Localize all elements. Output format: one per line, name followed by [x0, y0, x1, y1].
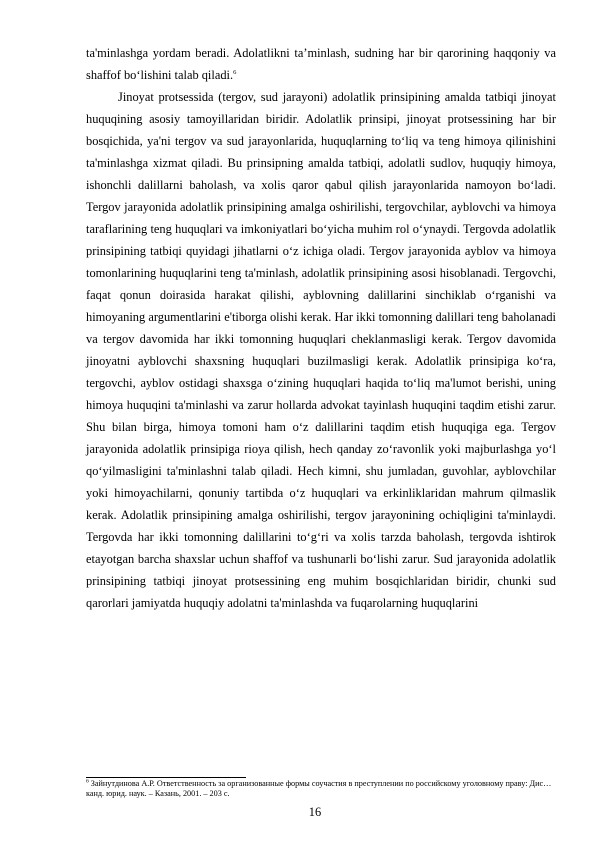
footnote-text: Зайнутдинова А.Р. Ответственность за организованные формы соучастия в преступлении по российскому уголовному праву: Дис… канд. юрид. наук. – Казань, 2001. – 203 с. — [86, 779, 552, 798]
paragraph-2-text: Jinoyat protsessida (tergov, sud jarayoni) adolatlik prinsipining amalda tatbiqi jinoyat huquqining asosiy tamoyillaridan biridir. Adolatlik prinsipi, jinoyat protsessining har bir bosqichida, ya'ni tergov va sud jarayonlarida, huquqlarning to‘liq va teng himoya qilinishini ta'minlashga xizmat qiladi. Bu prinsipning amalda tatbiqi, adolatli sudlov, huquqiy himoya, ishonchli dalillarni baholash, va xolis qaror qabul qilish jarayonlarida namoyon bo‘ladi. Tergov jarayonida adolatlik prinsipining amalga oshirilishi, tergovchilar, ayblovchi va himoya taraflarining teng huquqlari va imkoniyatlari bo‘yicha muhim rol o‘ynaydi. Tergovda adolatlik prinsipining tatbiqi quyidagi jihatlarni o‘z ichiga oladi. Tergov jarayonida ayblov va himoya tomonlarining huquqlarini teng ta'minlash, adolatlik prinsipining asosi hisoblanadi. Tergovchi, faqat qonun doirasida harakat qilishi, ayblovning dalillarini sinchiklab o‘rganishi va himoyaning argumentlarini e'tiborga olishi kerak. Har ikki tomonning dalillari teng baholanadi va tergov davomida har ikki tomonning huquqlari cheklanmasligi kerak. Tergov davomida jinoyatni ayblovchi shaxsning huquqlari buzilmasligi kerak. Adolatlik prinsipiga ko‘ra, tergovchi, ayblov ostidagi shaxsga o‘zining huquqlari haqida to‘liq ma'lumot berishi, uning himoya huquqini ta'minlashi va zarur hollarda advokat tayinlash huquqini taqdim etishi zarur. Shu bilan birga, himoya tomoni ham o‘z dalillarini taqdim etish huquqiga ega. Tergov jarayonida adolatlik prinsipiga rioya qilish, hech qanday zo‘ravonlik yoki majburlashga yo‘l qo‘yilmasligini ta'minlashni talab qiladi. Hech kimni, shu jumladan, guvohlar, ayblovchilar yoki himoyachilarni, qonuniy tartibda o‘z huquqlari va erkinliklaridan mahrum qilmaslik kerak. Adolatlik prinsipining amalga oshirilishi, tergov jarayonining ochiqligini ta'minlaydi. Tergovda har ikki tomonning dalillarini to‘g‘ri va xolis tarzda baholash, tergovda ishtirok etayotgan barcha shaxslar uchun shaffof va tushunarli bo‘lishi zarur. Sud jarayonida adolatlik prinsipining tatbiqi jinoyat protsessining eng muhim bosqichlaridan biridir, chunki sud qarorlari jamiyatda huquqiy adolatni ta'minlashda va fuqarolarning huquqlarini — [86, 90, 556, 610]
footnote-separator — [86, 777, 246, 778]
paragraph-1-text: ta'minlashga yordam beradi. Adolatlikni ta’minlash, sudning har bir qarorining haqqoniy va shaffof bo‘lishini talab qiladi. — [86, 46, 556, 82]
page-number: 16 — [308, 805, 322, 819]
footnote — [86, 779, 556, 799]
footnote-reference[interactable]: 6 — [233, 68, 237, 76]
footnote-marker: 6 — [86, 778, 89, 785]
paragraph-2 — [86, 86, 556, 614]
paragraph-1 — [86, 42, 556, 86]
body-text — [86, 42, 556, 614]
